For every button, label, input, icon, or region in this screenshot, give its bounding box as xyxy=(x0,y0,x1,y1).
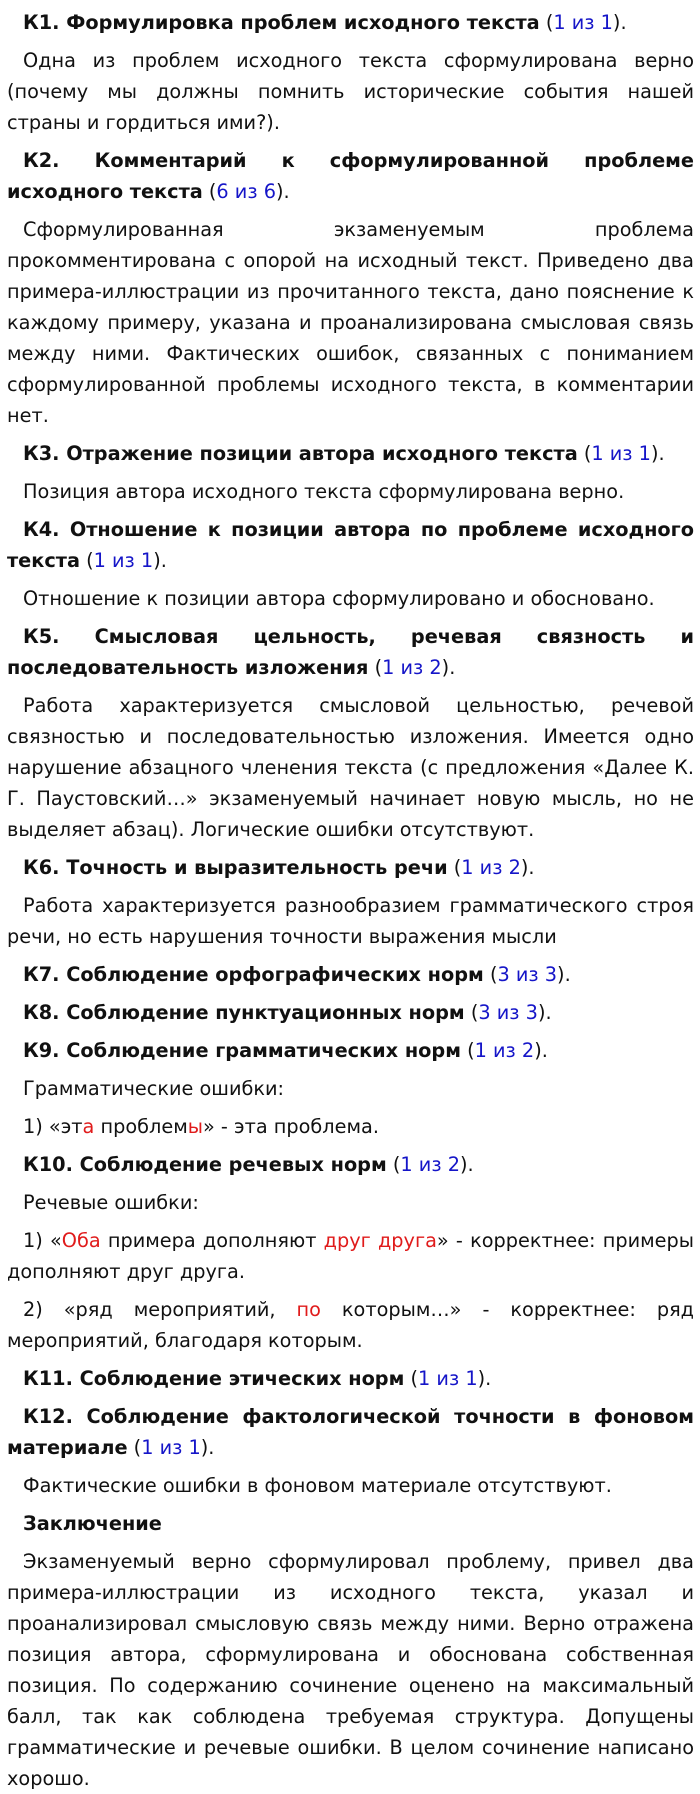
criterion-k6-comment: Работа характеризуется разнообразием грамматического строя речи, но есть нарушения точности выражения мысли xyxy=(7,894,694,948)
criterion-score: 3 из 3 xyxy=(478,1001,538,1024)
criterion-score: 1 из 1 xyxy=(141,1436,201,1459)
criterion-code: К11. xyxy=(23,1367,73,1390)
criterion-title: Отражение позиции автора исходного текста xyxy=(66,442,578,465)
criterion-k9-heading: К9. Соблюдение грамматических норм (1 из 2). xyxy=(23,1039,548,1062)
criterion-k12-heading: К12. Соблюдение фактологической точности в фоновом материале (1 из 1). xyxy=(7,1405,694,1459)
criterion-title: Комментарий к сформулированной проблеме исходного текста xyxy=(7,149,694,203)
conclusion-heading: Заключение xyxy=(23,1512,162,1535)
grammar-errors-label: Грамматические ошибки: xyxy=(23,1077,285,1100)
error-highlight: по xyxy=(296,1298,321,1321)
criterion-k1-heading: К1. Формулировка проблем исходного текста (1 из 1). xyxy=(23,11,627,34)
criterion-score: 1 из 1 xyxy=(93,549,154,572)
criterion-k2-heading: К2. Комментарий к сформулированной проблеме исходного текста (6 из 6). xyxy=(7,149,694,203)
criterion-title: Соблюдение пунктуационных норм xyxy=(66,1001,465,1024)
criterion-code: К4. xyxy=(23,518,60,541)
criterion-score: 1 из 1 xyxy=(591,442,651,465)
criterion-k10-heading: К10. Соблюдение речевых норм (1 из 2). xyxy=(23,1153,474,1176)
criterion-code: К9. xyxy=(23,1039,60,1062)
criterion-title: Отношение к позиции автора по проблеме исходного текста xyxy=(7,518,694,572)
error-highlight: Оба xyxy=(61,1229,101,1252)
criterion-score: 1 из 1 xyxy=(553,11,613,34)
criterion-code: К7. xyxy=(23,963,60,986)
criterion-code: К12. xyxy=(23,1405,73,1428)
criterion-code: К5. xyxy=(23,625,60,648)
criterion-k12-comment: Фактические ошибки в фоновом материале отсутствуют. xyxy=(23,1474,612,1497)
speech-error-item: 2) «ряд мероприятий, по которым…» - корректнее: ряд мероприятий, благодаря которым. xyxy=(7,1298,695,1352)
criterion-k1-comment: Одна из проблем исходного текста сформулирована верно (почему мы должны помнить исторические события нашей страны и гордиться ими?). xyxy=(7,49,694,134)
criterion-score: 1 из 2 xyxy=(474,1039,535,1062)
criterion-code: К8. xyxy=(23,1001,60,1024)
criterion-title: Соблюдение этических норм xyxy=(79,1367,405,1390)
criterion-score: 6 из 6 xyxy=(216,180,276,203)
criterion-k4-heading: К4. Отношение к позиции автора по проблеме исходного текста (1 из 1). xyxy=(7,518,694,572)
criterion-score: 1 из 2 xyxy=(400,1153,460,1176)
criterion-code: К6. xyxy=(23,856,60,879)
criterion-k7-heading: К7. Соблюдение орфографических норм (3 из 3). xyxy=(23,963,571,986)
criterion-k5-comment: Работа характеризуется смысловой цельностью, речевой связностью и последовательностью изложения. Имеется одно нарушение абзацного членения текста (с предложения «Далее К. Г. Паустовский…» экзаменуемый начинает новую мысль, но не выделяет абзац). Логические ошибки отсутствуют. xyxy=(7,694,694,841)
criterion-k6-heading: К6. Точность и выразительность речи (1 из 2). xyxy=(23,856,535,879)
criterion-title: Точность и выразительность речи xyxy=(66,856,448,879)
criterion-k11-heading: К11. Соблюдение этических норм (1 из 1). xyxy=(23,1367,492,1390)
criterion-score: 3 из 3 xyxy=(497,963,558,986)
criterion-code: К2. xyxy=(23,149,60,172)
speech-errors-label: Речевые ошибки: xyxy=(23,1191,199,1214)
criterion-title: Формулировка проблем исходного текста xyxy=(66,11,540,34)
criterion-score: 1 из 2 xyxy=(382,656,442,679)
criterion-title: Соблюдение грамматических норм xyxy=(66,1039,461,1062)
conclusion-text: Экзаменуемый верно сформулировал проблему, привел два примера-иллюстрации из исходного текста, указал и проанализировал смысловую связь между ними. Верно отражена позиция автора, сформулирована и обоснована собственная позиция. По содержанию сочинение оценено на максимальный балл, так как соблюдена требуемая структура. Допущены грамматические и речевые ошибки. В целом сочинение написано хорошо. xyxy=(7,1550,694,1790)
criterion-code: К10. xyxy=(23,1153,73,1176)
criterion-k2-comment: Сформулированная экзаменуемым проблема прокомментирована с опорой на исходный текст. Приведено два примера-иллюстрации из прочитанного текста, дано пояснение к каждому примеру, указана и проанализирована смысловая связь между ними. Фактических ошибок, связанных с пониманием сформулированной проблемы исходного текста, в комментарии нет. xyxy=(7,218,694,427)
error-highlight: а xyxy=(82,1115,95,1138)
criterion-code: К3. xyxy=(23,442,60,465)
criterion-score: 1 из 1 xyxy=(418,1367,478,1390)
criterion-k3-heading: К3. Отражение позиции автора исходного текста (1 из 1). xyxy=(23,442,665,465)
grammar-error-item: 1) «эта проблемы» - эта проблема. xyxy=(23,1115,379,1138)
criterion-title: Соблюдение орфографических норм xyxy=(66,963,484,986)
error-highlight: друг друга xyxy=(323,1229,437,1252)
criterion-k5-heading: К5. Смысловая цельность, речевая связность и последовательность изложения (1 из 2). xyxy=(7,625,694,679)
criterion-k4-comment: Отношение к позиции автора сформулировано и обосновано. xyxy=(23,587,655,610)
criterion-k8-heading: К8. Соблюдение пунктуационных норм (3 из 3). xyxy=(23,1001,552,1024)
criterion-title: Соблюдение речевых норм xyxy=(79,1153,387,1176)
speech-error-item: 1) «Оба примера дополняют друг друга» - корректнее: примеры дополняют друг друга. xyxy=(7,1229,694,1283)
criterion-score: 1 из 2 xyxy=(461,856,521,879)
criterion-title: Соблюдение фактологической точности в фоновом материале xyxy=(7,1405,694,1459)
criterion-title: Смысловая цельность, речевая связность и последовательность изложения xyxy=(7,625,694,679)
error-highlight: ы xyxy=(187,1115,203,1138)
criterion-code: К1. xyxy=(23,11,60,34)
criterion-k3-comment: Позиция автора исходного текста сформулирована верно. xyxy=(23,480,625,503)
